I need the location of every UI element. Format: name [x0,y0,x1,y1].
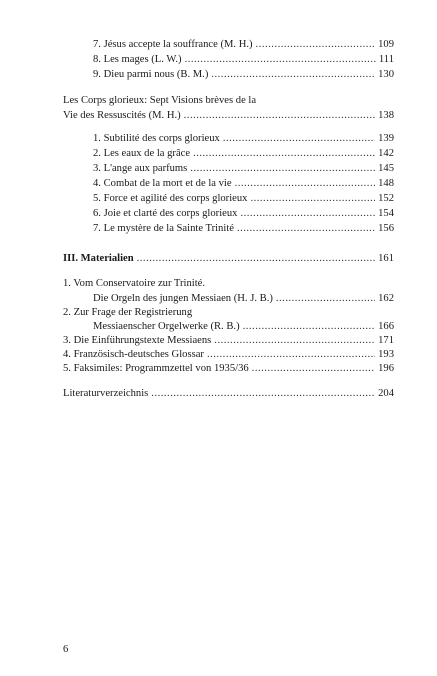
toc-entry [93,177,394,191]
leader-dots [223,132,375,146]
toc-entry-label: 8. Les mages (L. W.) [93,54,182,65]
toc-entry-page: 162 [378,293,394,304]
toc-entry-page: 156 [378,223,394,234]
toc-entry-page: 139 [378,133,394,144]
toc-entry-label: 2. Les eaux de la grâce [93,148,191,159]
toc-entry-page: 111 [378,54,394,65]
leader-dots [137,252,375,266]
toc-entry-line: 2. Zur Frage der Registrierung [63,307,193,318]
leader-dots [252,362,375,376]
toc-entry [93,192,394,206]
toc-entry [93,132,394,146]
toc-entry [93,162,394,176]
toc-entry-page: 154 [378,208,394,219]
toc-entry-page: 142 [378,148,394,159]
toc-entry [93,320,394,334]
page-number: 6 [63,644,69,655]
toc-entry-page: 138 [378,110,394,121]
toc-entry [93,222,394,236]
leader-dots [276,292,375,306]
leader-dots [211,68,375,82]
toc-entry-label: Messiaenscher Orgelwerke (R. B.) [93,321,240,332]
leader-dots [235,177,376,191]
toc-entry [93,68,394,82]
leader-dots [151,387,375,401]
toc-entry-corps-glorieux [63,109,394,123]
leader-dots [184,109,375,123]
toc-entry-page: 109 [378,39,394,50]
toc-entry-page: 148 [378,178,394,189]
toc-entry-page: 145 [378,163,394,174]
toc-entry-label: 4. Französisch-deutsches Glossar [63,349,204,360]
toc-entry-label: Vie des Ressuscités (M. H.) [63,110,181,121]
leader-dots [207,348,375,362]
leader-dots [185,53,376,67]
toc-entry [93,292,394,306]
toc-entry [93,38,394,52]
toc-entry-label: 1. Subtilité des corps glorieux [93,133,220,144]
toc-entry-label: Literaturverzeichnis [63,388,149,399]
leader-dots [237,222,375,236]
leader-dots [243,320,376,334]
toc-heading-corps-glorieux: Les Corps glorieux: Sept Visions brèves de la [63,95,257,106]
toc-entry [93,207,394,221]
leader-dots [214,334,375,348]
toc-entry-page: 166 [378,321,394,332]
toc-entry-label: 5. Faksimiles: Programmzettel von 1935/36 [63,363,249,374]
toc-entry [93,53,394,67]
toc-entry-page: 193 [378,349,394,360]
toc-entry-label: 4. Combat de la mort et de la vie [93,178,232,189]
toc-entry [93,147,394,161]
toc-entry-literatur [63,387,394,401]
toc-entry-page: 152 [378,193,394,204]
toc-entry-page: 196 [378,363,394,374]
toc-section-page: 161 [378,253,394,264]
toc-entry-label: 9. Dieu parmi nous (B. M.) [93,69,209,80]
toc-entry-label: 7. Le mystère de la Sainte Trinité [93,223,234,234]
toc-entry-label: Die Orgeln des jungen Messiaen (H. J. B.) [93,293,273,304]
toc-entry-page: 171 [378,335,394,346]
leader-dots [193,147,375,161]
toc-entry-label: 3. Die Einführungstexte Messiaens [63,335,212,346]
toc-entry-label: 7. Jésus accepte la souffrance (M. H.) [93,39,253,50]
leader-dots [250,192,375,206]
toc-entry-line: 1. Vom Conservatoire zur Trinité. [63,278,206,289]
leader-dots [256,38,376,52]
toc-entry-label: 5. Force et agilité des corps glorieux [93,193,248,204]
toc-section-label: III. Materialien [63,253,134,264]
toc-entry-label: 6. Joie et clarté des corps glorieux [93,208,238,219]
toc-entry-page: 130 [378,69,394,80]
toc-entry-page: 204 [378,388,394,399]
toc-entry [63,334,394,348]
toc-section-materialien [63,252,394,266]
leader-dots [240,207,375,221]
toc-entry [63,348,394,362]
toc-entry [63,362,394,376]
leader-dots [190,162,375,176]
toc-entry-label: 3. L'ange aux parfums [93,163,188,174]
